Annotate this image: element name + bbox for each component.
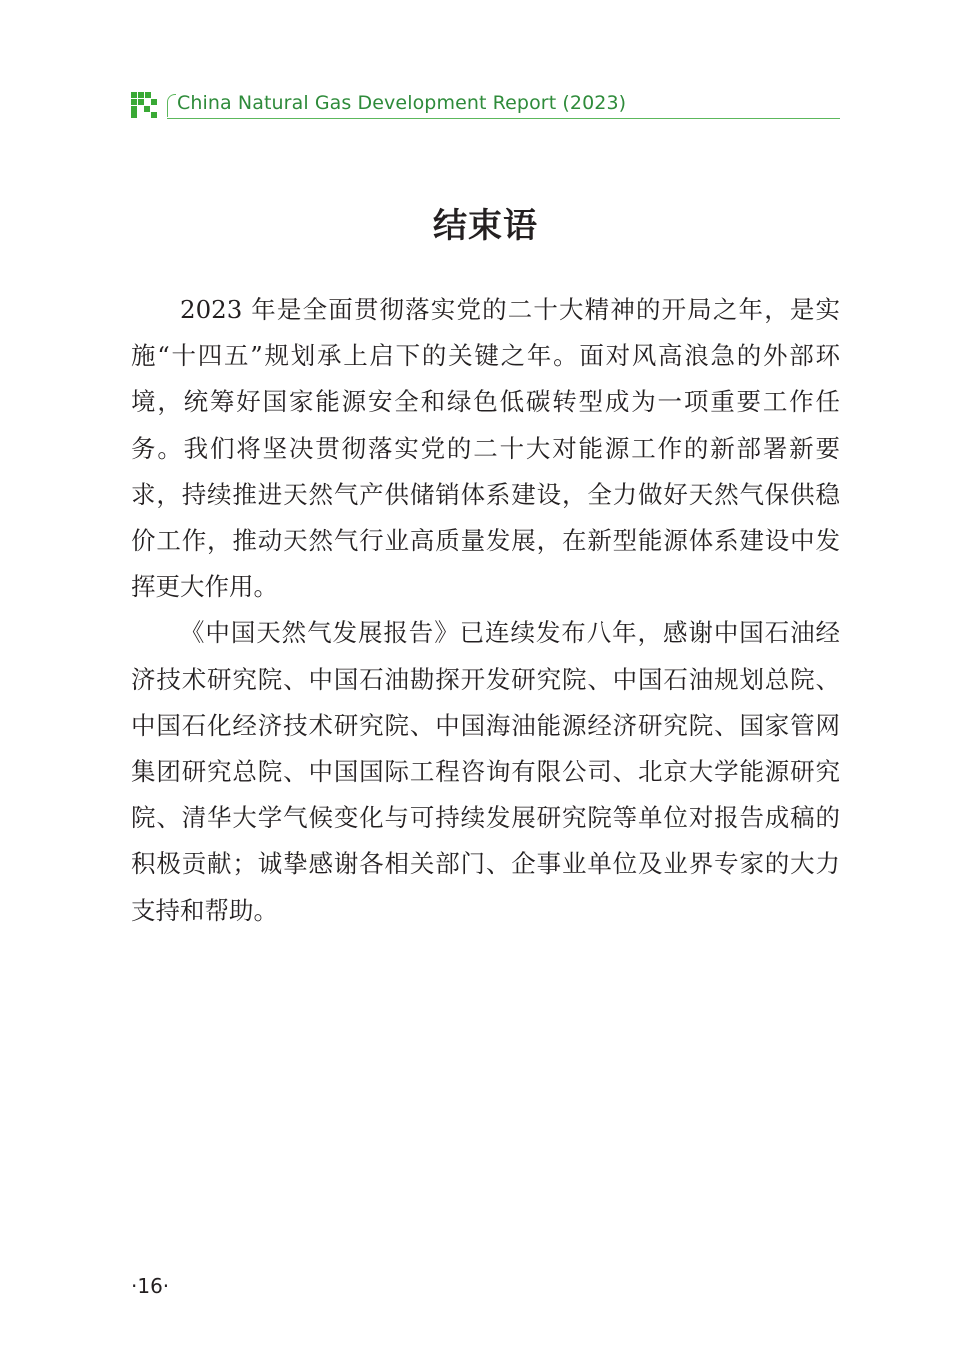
header-divider (167, 118, 840, 119)
header-title: China Natural Gas Development Report (2023) (177, 92, 627, 114)
page-title: 结束语 (433, 206, 538, 246)
green-pixel-logo-icon (131, 92, 157, 118)
body-text (131, 287, 840, 934)
paragraph-2: 《中国天然气发展报告》已连续发布八年，感谢中国石油经济技术研究院、中国石油勘探开发研究院、中国石油规划总院、中国石化经济技术研究院、中国海油能源经济研究院、国家管网集团研究总院、中国国际工程咨询有限公司、北京大学能源研究院、清华大学气候变化与可持续发展研究院等单位对报告成稿的积极贡献；诚挚感谢各相关部门、企事业单位及业界专家的大力支持和帮助。 (131, 618, 840, 925)
running-header (131, 90, 840, 120)
paragraph-1: 2023 年是全面贯彻落实党的二十大精神的开局之年，是实施“十四五”规划承上启下的关键之年。面对风高浪急的外部环境，统筹好国家能源安全和绿色低碳转型成为一项重要工作任务。我们将坚决贯彻落实党的二十大对能源工作的新部署新要求，持续推进天然气产供储销体系建设，全力做好天然气保供稳价工作，推动天然气行业高质量发展，在新型能源体系建设中发挥更大作用。 (131, 295, 840, 602)
page-number: ·16· (131, 1274, 170, 1298)
header-bracket-decoration (167, 94, 176, 117)
